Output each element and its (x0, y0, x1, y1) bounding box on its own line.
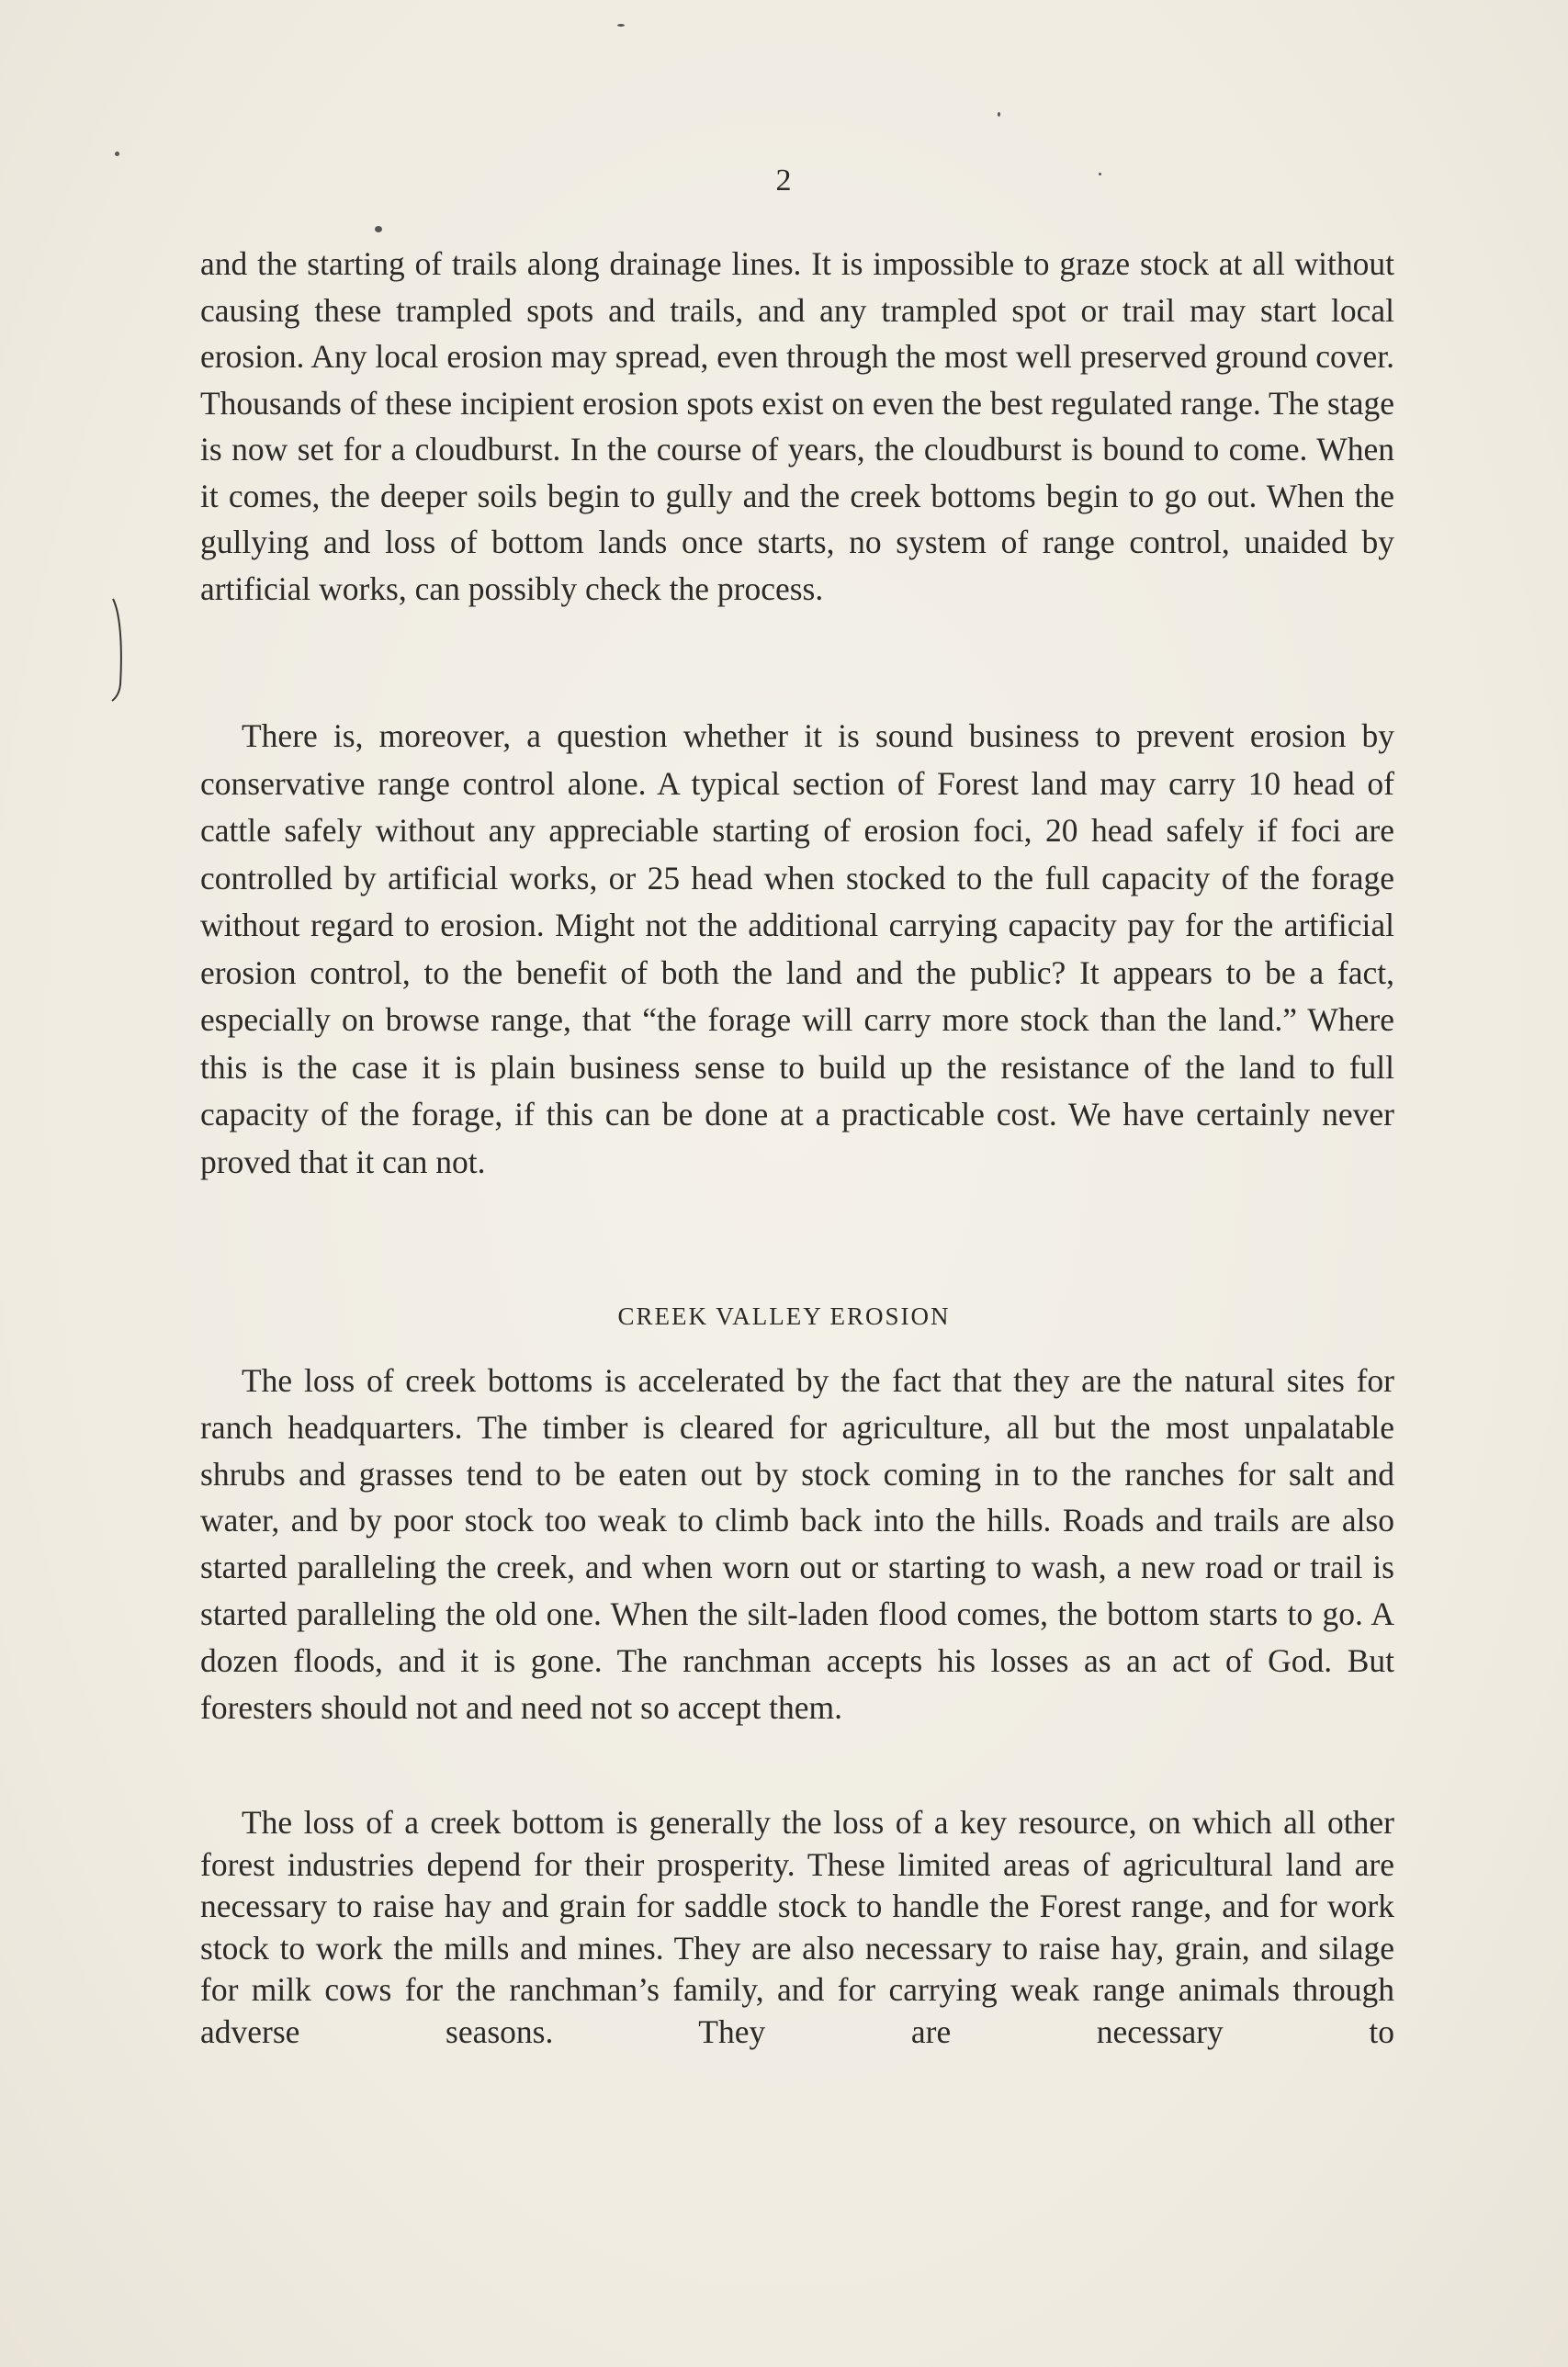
ink-speck (115, 152, 119, 156)
margin-bracket-mark (108, 597, 127, 703)
paragraph-text: and the starting of trails along drainage lines. It is impossible to graze stock at all without causing these trampled spots and trails, and any trampled spot or trail may start local erosion. Any local erosion may spread, even through the most well preserved ground cover. Thousands of these incipient erosion spots exist on even the best regulated range. The stage is now set for a cloudburst. In the course of years, the cloudburst is bound to come. When it comes, the deeper soils begin to gully and the creek bottoms begin to go out. When the gullying and loss of bottom lands once starts, no system of range control, unaided by artificial works, can possibly check the process. (200, 245, 1394, 607)
ink-speck (375, 226, 382, 232)
paragraph-1 (200, 241, 1394, 612)
paragraph-4 (200, 1802, 1394, 2053)
ink-speck (998, 112, 1000, 117)
paragraph-text: The loss of a creek bottom is generally the loss of a key resource, on which all other forest industries depend for their prosperity. These limited areas of agricultural land are necessary to raise hay and grain for saddle stock to handle the Forest range, and for work stock to work the mills and mines. They are also necessary to raise hay, grain, and silage for milk cows for the ranchman’s family, and for carrying weak range animals through adverse seasons. They are necessary to (200, 1804, 1394, 2050)
paragraph-2 (200, 713, 1394, 1186)
paragraph-text: There is, moreover, a question whether it is sound business to prevent erosion by conservative range control alone. A typical section of Forest land may carry 10 head of cattle safely without any appreciable starting of erosion foci, 20 head safely if foci are controlled by artificial works, or 25 head when stocked to the full capacity of the forage without regard to erosion. Might not the additional carrying capacity pay for the artificial erosion control, to the benefit of both the land and the public? It appears to be a fact, especially on browse range, that “the forage will carry more stock than the land.” Where this is the case it is plain business sense to build up the resistance of the land to full capacity of the forage, if this can be done at a practicable cost. We have certainly never proved that it can not. (200, 717, 1394, 1180)
paragraph-3 (200, 1358, 1394, 1730)
paragraph-text: The loss of creek bottoms is accelerated by the fact that they are the natural sites for ranch headquarters. The timber is cleared for agriculture, all but the most unpalatable shrubs and grasses tend to be eaten out by stock coming in to the ranches for salt and water, and by poor stock too weak to climb back into the hills. Roads and trails are also started paralleling the creek, and when worn out or starting to wash, a new road or trail is started paralleling the old one. When the silt-laden flood comes, the bottom starts to go. A dozen floods, and it is gone. The ranchman accepts his losses as an act of God. But foresters should not and need not so accept them. (200, 1362, 1394, 1726)
page-number: 2 (775, 163, 793, 197)
section-heading: CREEK VALLEY EROSION (617, 1302, 951, 1330)
ink-speck (617, 24, 625, 27)
